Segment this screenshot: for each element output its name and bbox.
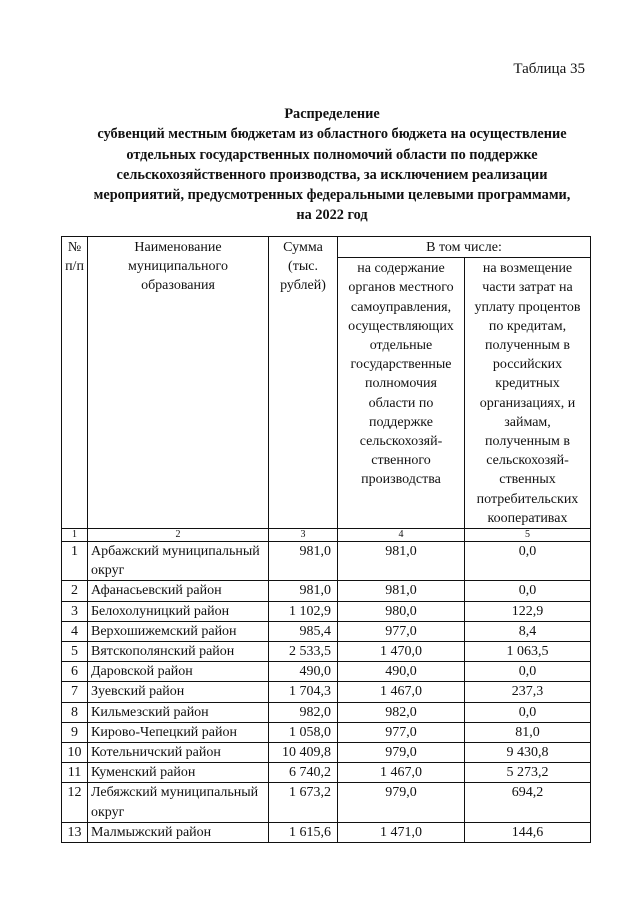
table-row [62,581,591,601]
column-index: 5 [465,529,591,542]
row-number: 6 [62,662,88,682]
title-line: отдельных государственных полномочий области по поддержке [126,146,538,163]
table-row [62,601,591,621]
column-index: 2 [88,529,269,542]
reimbursement-sum: 81,0 [465,722,591,742]
row-number: 1 [62,542,88,581]
row-number: 12 [62,783,88,822]
total-sum: 490,0 [269,662,338,682]
district-name: Куменский район [88,763,269,783]
table-row [62,822,591,842]
reimbursement-sum: 9 430,8 [465,743,591,763]
table-row [62,642,591,662]
reimbursement-sum: 1 063,5 [465,642,591,662]
title-line: сельскохозяйственного производства, за исключением реализации [116,166,548,183]
column-index: 1 [62,529,88,542]
reimbursement-sum: 8,4 [465,621,591,641]
maintenance-sum: 981,0 [338,581,465,601]
total-sum: 1 102,9 [269,601,338,621]
row-number: 11 [62,763,88,783]
subsidy-table [61,236,591,843]
maintenance-sum: 979,0 [338,783,465,822]
column-index: 3 [269,529,338,542]
reimbursement-sum: 237,3 [465,682,591,702]
row-number: 2 [62,581,88,601]
table-row [62,722,591,742]
table-row [62,763,591,783]
district-name: Лебяжский муниципальный округ [88,783,269,822]
reimbursement-sum: 0,0 [465,702,591,722]
row-number: 9 [62,722,88,742]
header-including: В том числе: [338,237,591,258]
total-sum: 6 740,2 [269,763,338,783]
reimbursement-sum: 0,0 [465,581,591,601]
title-line: мероприятий, предусмотренных федеральными целевыми программами, [93,187,571,204]
header-maintenance: на содержание органов местного самоуправления, осуществляющих отдельные государственные полномочия области по поддержке сельскохозяй-ственного производства [338,258,465,529]
title-line: Распределение [284,106,380,122]
header-num: № п/п [62,237,88,529]
table-row [62,702,591,722]
table-row [62,682,591,702]
row-number: 5 [62,642,88,662]
table-row [62,621,591,641]
row-number: 4 [62,621,88,641]
table-row [62,662,591,682]
district-name: Кильмезский район [88,702,269,722]
reimbursement-sum: 5 273,2 [465,763,591,783]
maintenance-sum: 1 470,0 [338,642,465,662]
total-sum: 2 533,5 [269,642,338,662]
total-sum: 982,0 [269,702,338,722]
header-reimbursement: на возмещение части затрат на уплату процентов по кредитам, полученным в российских кредитных организациях, и займам, полученным в сельскохозяй-ственных потребительских кооперативах [465,258,591,529]
reimbursement-sum: 0,0 [465,542,591,581]
title-line: на 2022 год [296,207,368,224]
district-name: Белохолуницкий район [88,601,269,621]
row-number: 13 [62,822,88,842]
district-name: Зуевский район [88,682,269,702]
row-number: 7 [62,682,88,702]
row-number: 3 [62,601,88,621]
total-sum: 1 704,3 [269,682,338,702]
maintenance-sum: 490,0 [338,662,465,682]
table-row [62,542,591,581]
total-sum: 10 409,8 [269,743,338,763]
maintenance-sum: 1 471,0 [338,822,465,842]
district-name: Арбажский муниципальный округ [88,542,269,581]
header-name: Наименование муниципального образования [88,237,269,529]
district-name: Вятскополянский район [88,642,269,662]
maintenance-sum: 977,0 [338,621,465,641]
total-sum: 981,0 [269,581,338,601]
title-line: субвенций местным бюджетам из областного бюджета на осуществление [97,126,567,143]
maintenance-sum: 1 467,0 [338,682,465,702]
district-name: Афанасьевский район [88,581,269,601]
district-name: Кирово-Чепецкий район [88,722,269,742]
table-number: Таблица 35 [513,61,585,77]
total-sum: 985,4 [269,621,338,641]
maintenance-sum: 982,0 [338,702,465,722]
district-name: Даровской район [88,662,269,682]
row-number: 8 [62,702,88,722]
maintenance-sum: 980,0 [338,601,465,621]
maintenance-sum: 977,0 [338,722,465,742]
header-sum: Сумма (тыс. рублей) [269,237,338,529]
table-row [62,783,591,822]
district-name: Малмыжский район [88,822,269,842]
column-index: 4 [338,529,465,542]
document-title [60,104,604,226]
reimbursement-sum: 0,0 [465,662,591,682]
table-row [62,743,591,763]
maintenance-sum: 979,0 [338,743,465,763]
maintenance-sum: 981,0 [338,542,465,581]
district-name: Верхошижемский район [88,621,269,641]
row-number: 10 [62,743,88,763]
district-name: Котельничский район [88,743,269,763]
reimbursement-sum: 144,6 [465,822,591,842]
total-sum: 1 673,2 [269,783,338,822]
total-sum: 1 615,6 [269,822,338,842]
total-sum: 981,0 [269,542,338,581]
maintenance-sum: 1 467,0 [338,763,465,783]
reimbursement-sum: 694,2 [465,783,591,822]
reimbursement-sum: 122,9 [465,601,591,621]
total-sum: 1 058,0 [269,722,338,742]
